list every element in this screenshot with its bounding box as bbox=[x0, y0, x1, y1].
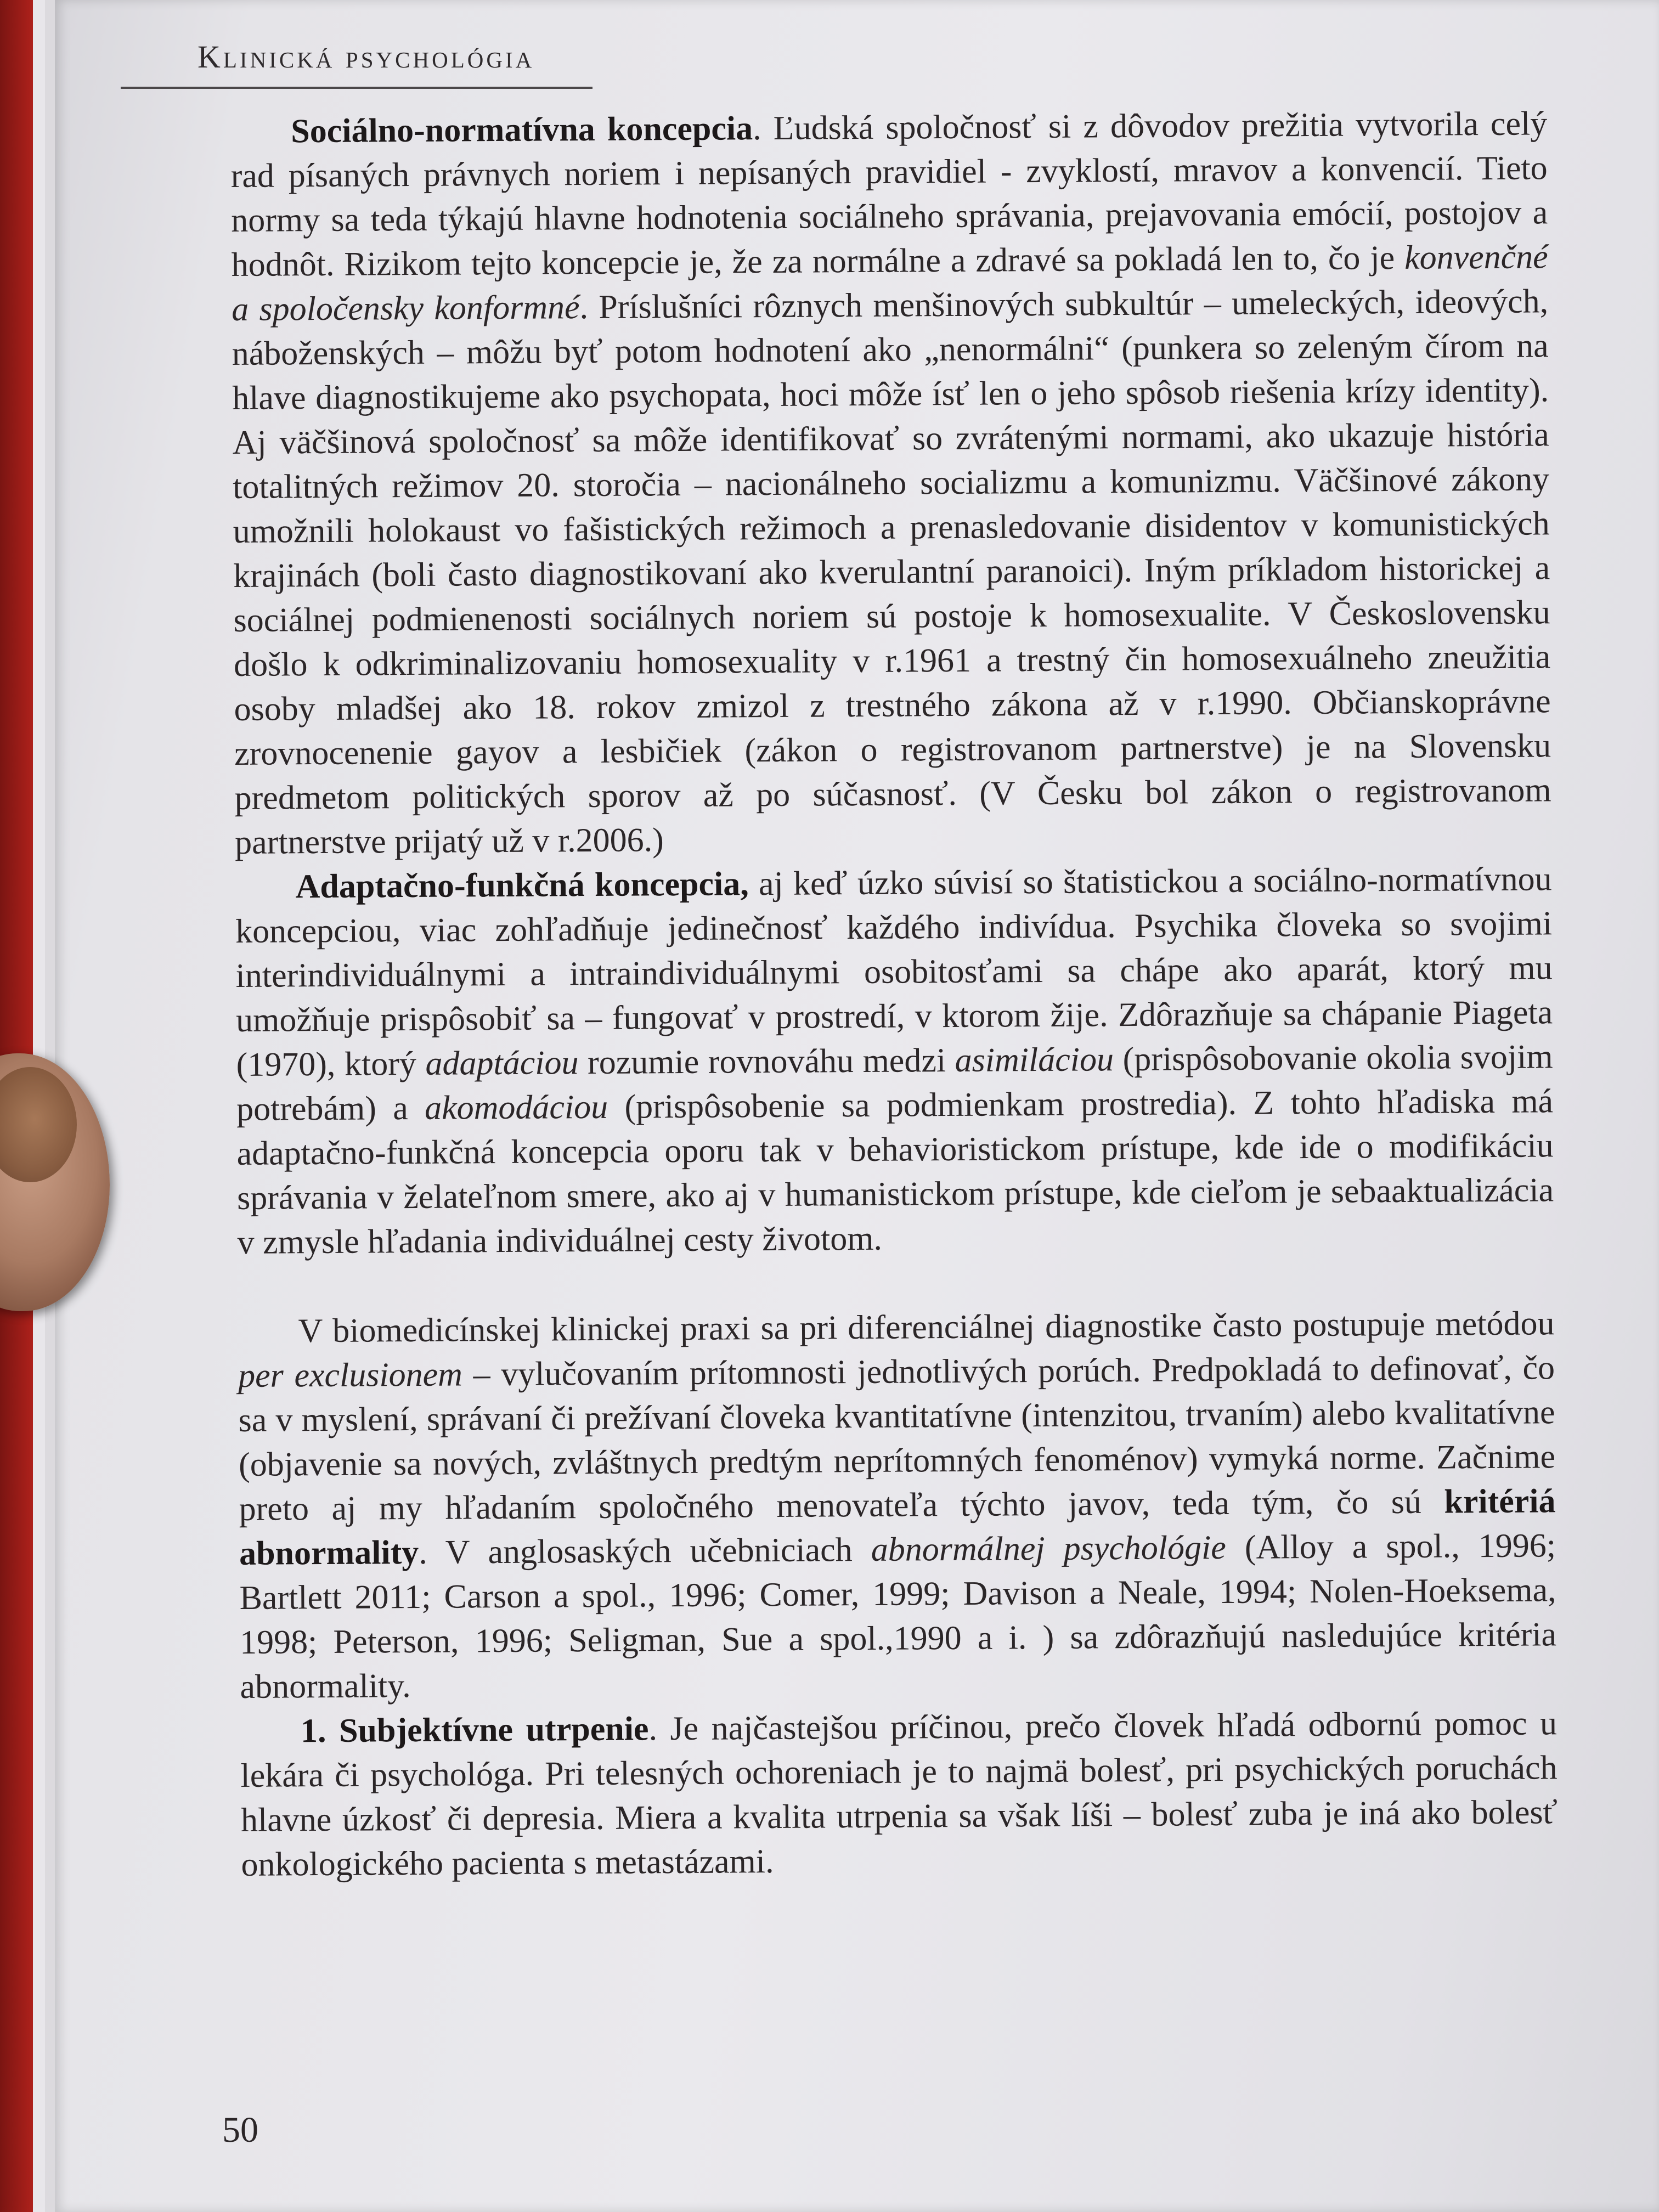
emphasis-text: akomodáciou bbox=[424, 1088, 608, 1127]
bold-term: kritériá abnormality bbox=[239, 1482, 1556, 1572]
emphasis-text: abnormálnej psychológie bbox=[871, 1528, 1226, 1568]
header-rule bbox=[121, 87, 592, 89]
paragraph-text: rozumie rovnováhu medzi bbox=[578, 1041, 955, 1082]
paragraph-adaptive-functional bbox=[235, 857, 1554, 1265]
paragraph-text: . Je najčastejšou príčinou, prečo človek hľadá odbornú pomoc u lekára či psychológa. Pri telesných ochoreniach je to najmä bolesť, pri psychických poruchách hlavne úzkosť či depresia. Miera a kvalita utrpenia sa však líši – bolesť zuba je iná ako bolesť onkologického pacienta s metastázami. bbox=[240, 1705, 1558, 1883]
emphasis-text: asimiláciou bbox=[955, 1041, 1114, 1079]
paragraph-text: (prispôsobenie sa podmienkam prostredia). Z tohto hľadiska má adaptačno-funkčná koncepcia oporu tak v behavioristickom prístupe, kde ide o modifikáciu správania v želateľnom smere, ako aj v humanistickom prístupe, kde cieľom je sebaaktualizácia v zmysle hľadania individuálnej cesty životom. bbox=[236, 1082, 1554, 1261]
body-text bbox=[230, 101, 1558, 1887]
paragraph-text: (Alloy a spol., 1996; Bartlett 2011; Carson a spol., 1996; Comer, 1999; Davison a Neale, 1994; Nolen-Hoeksema, 1998; Peterson, 1996; Seligman, Sue a spol.,1990 a i. ) sa zdôrazňujú nasledujúce kritéria abnormality. bbox=[239, 1527, 1557, 1706]
emphasis-text: konvenčné a spoločensky konformné bbox=[232, 238, 1548, 328]
running-head: Klinická psychológia bbox=[198, 39, 535, 75]
emphasis-text: per exclusionem bbox=[238, 1356, 463, 1395]
paragraph-text: . Príslušníci rôznych menšinových subkultúr – umeleckých, ideových, náboženských – môžu byť potom hodnotení ako „nenormálni“ (punkera so zeleným čírom na hlave diagnostikujeme ako psychopata, hoci môže ísť len o jeho spôsob riešenia krízy identity). Aj väčšinová spoločnosť sa môže identifikovať so zvrátenými normami, ako ukazuje história totalitných režimov 20. storočia – nacionálneho socializmu a komunizmu. Väčšinové zákony umožnili holokaust vo fašistických režimoch a prenasledovanie disidentov v komunistických krajinách (boli často diagnostikovaní ako kverulantní paranoici). Iným príkladom historickej a sociálnej podmienenosti sociálnych noriem sú postoje k homosexualite. V Československu došlo k odkriminalizovaniu homosexuality v r.1961 a trestný čin homosexuálneho zneužitia osoby mladšej ako 18. rokov zmizol z trestného zákona až v r.1990. Občianskoprávne zrovnocenenie gayov a lesbičiek (zákon o registrovanom partnerstve) je na Slovensku predmetom politických sporov až po súčasnosť. (V Česku bol zákon o registrovanom partnerstve prijatý už v r.2006.) bbox=[232, 283, 1551, 861]
term-heading: 1. Subjektívne utrpenie bbox=[300, 1710, 649, 1750]
emphasis-text: adaptáciou bbox=[425, 1044, 579, 1082]
paragraph-text: V biomedicínskej klinickej praxi sa pri diferenciálnej diagnostike často postupuje metódou bbox=[298, 1305, 1555, 1350]
paragraph-social-normative bbox=[230, 101, 1551, 865]
paragraph-text: (prispôsobovanie okolia svojim potrebám) a bbox=[236, 1038, 1553, 1128]
page-number: 50 bbox=[222, 2110, 258, 2150]
paragraph-text: – vylučovaním prítomnosti jednotlivých porúch. Predpokladá to definovať, čo sa v myslení, správaní či prežívaní človeka kvantitatívne (intenzitou, trvaním) alebo kvalitatívne (objavenie sa nových, zvláštnych predtým neprítomných fenoménov) vymyká norme. Začnime preto aj my hľadaním spoločného menovateľa týchto javov, teda tým, čo sú bbox=[238, 1349, 1556, 1528]
paragraph-text: aj keď úzko súvisí so štatistickou a sociálno-normatívnou koncepciou, viac zohľadňuje jedinečnosť každého indivídua. Psychika človeka so svojimi interindividuálnymi a intraindividuálnymi osobitosťami sa chápe ako aparát, ktorý mu umožňuje prispôsobiť sa – fungovať v prostredí, v ktorom žije. Zdôrazňuje sa chápanie Piageta (1970), ktorý bbox=[235, 860, 1553, 1084]
paragraph-text: . V anglosaských učebniciach bbox=[419, 1531, 871, 1571]
paragraph-subjective-suffering bbox=[240, 1701, 1558, 1887]
term-heading: Sociálno-normatívna koncepcia bbox=[291, 110, 753, 150]
paragraph-text: . Ľudská spoločnosť si z dôvodov prežitia vytvorila celý rad písaných právnych noriem i nepísaných pravidiel - zvyklostí, mravov a konvencií. Tieto normy sa teda týkajú hlavne hodnotenia sociálneho správania, prejavovania emócií, postojov a hodnôt. Rizikom tejto koncepcie je, že za normálne a zdravé sa pokladá len to, čo je bbox=[230, 105, 1548, 284]
paragraph-biomedical bbox=[238, 1301, 1556, 1709]
book-page bbox=[55, 0, 1659, 2212]
term-heading: Adaptačno-funkčná koncepcia, bbox=[295, 865, 749, 906]
